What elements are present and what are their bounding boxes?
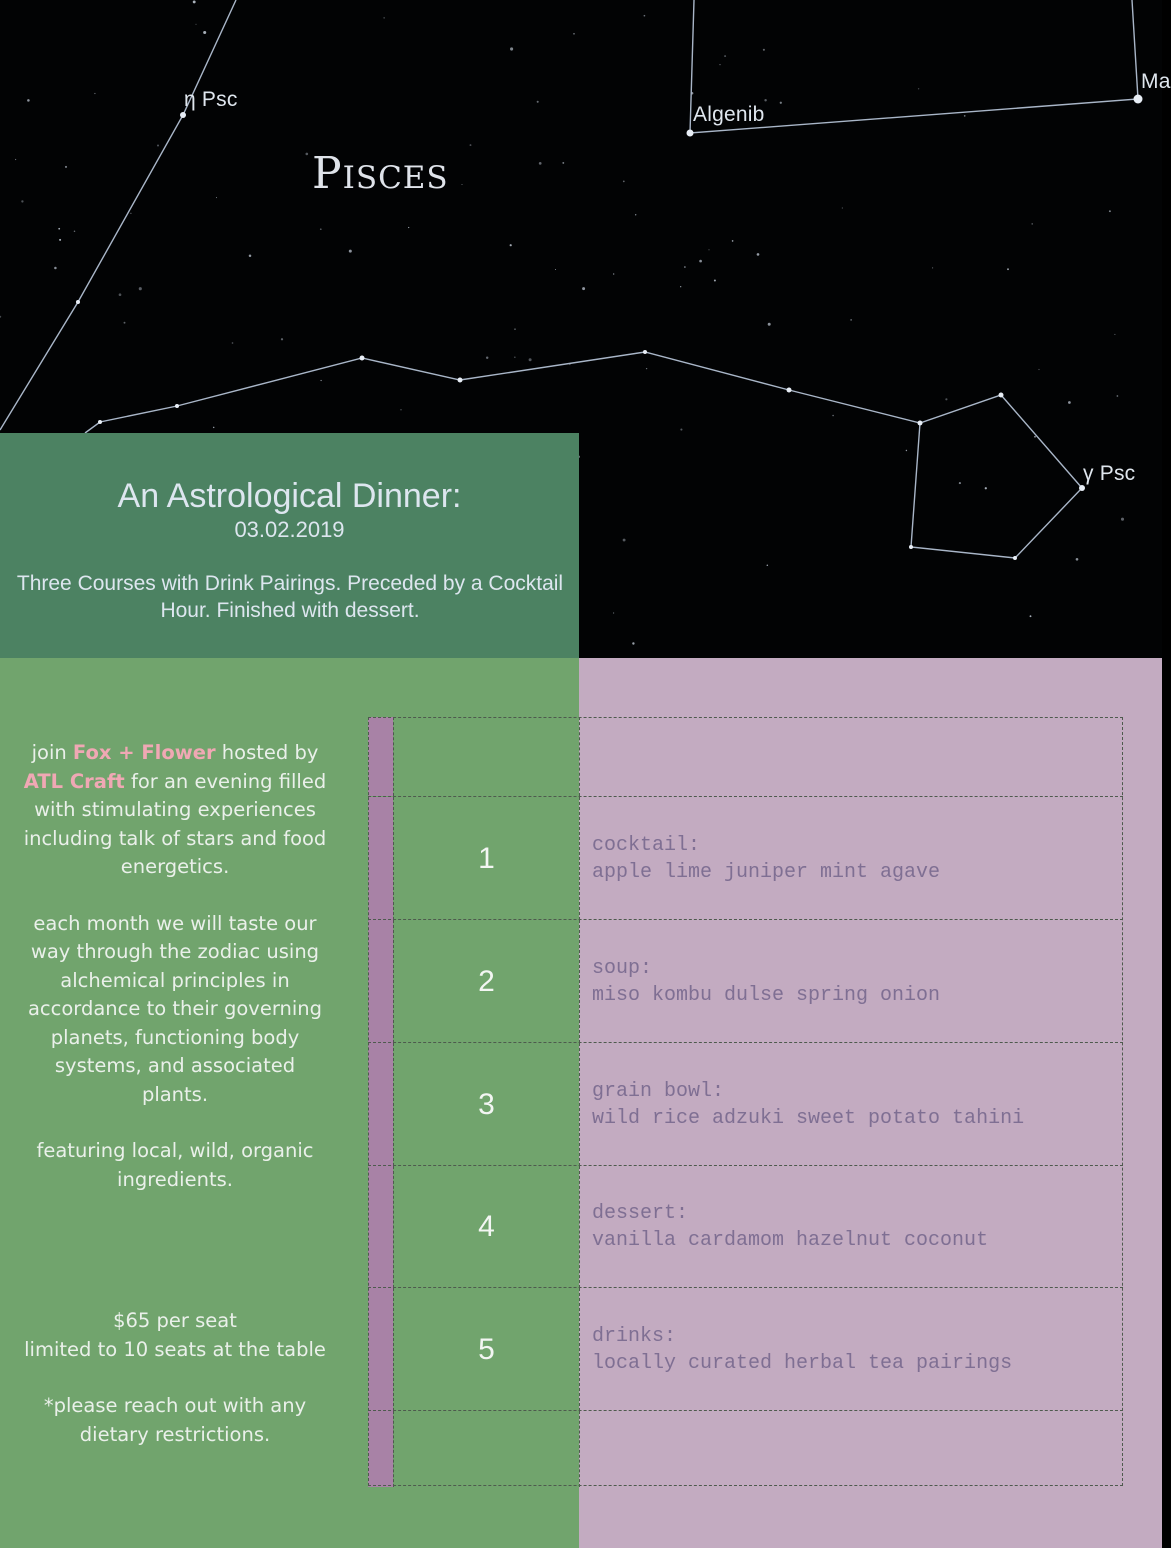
background-star: [0, 316, 1, 318]
background-star: [623, 181, 625, 183]
course-ingredients: locally curated herbal tea pairings: [592, 1351, 1013, 1375]
background-star: [573, 33, 575, 35]
course-cell: [580, 1166, 1123, 1288]
background-star: [768, 323, 771, 326]
background-star: [680, 429, 682, 431]
star-e: [918, 421, 923, 426]
course-type: dessert:: [592, 1202, 689, 1225]
background-star: [320, 228, 322, 230]
star-k: [76, 300, 80, 304]
background-star: [305, 153, 308, 156]
star-ma: [1134, 95, 1143, 104]
star-i: [175, 404, 179, 408]
table-row: [368, 796, 1123, 920]
host-name: Fox + Flower: [72, 741, 216, 764]
star-eta-psc: [180, 112, 186, 118]
background-star: [232, 342, 234, 344]
background-star: [539, 162, 542, 165]
background-star: [764, 99, 766, 101]
course-number: 2: [393, 920, 580, 1043]
background-star: [562, 162, 564, 164]
background-star: [21, 200, 23, 202]
star-g: [1013, 556, 1017, 560]
background-star: [780, 102, 782, 104]
background-star: [680, 286, 681, 287]
background-star: [613, 273, 614, 274]
star-label-gamma-psc: γ Psc: [1083, 462, 1136, 485]
background-star: [400, 409, 401, 410]
course-ingredients: wild rice adzuki sweet potato tahini: [592, 1106, 1025, 1130]
background-star: [906, 450, 907, 451]
star-j: [98, 420, 102, 424]
table-row: [368, 1165, 1123, 1288]
background-star: [1031, 223, 1033, 225]
background-star: [1109, 210, 1111, 212]
background-star: [119, 293, 122, 296]
star-algenib: [687, 130, 694, 137]
background-star: [349, 250, 352, 253]
background-star: [724, 55, 726, 57]
background-star: [529, 358, 532, 361]
zodiac-paragraph: each month we will taste our way through the zodiac using alchemical principles in accordance to their governing planets, functioning body systems, and associated plants.: [27, 911, 323, 1106]
background-star: [195, 24, 196, 25]
row-accent: [368, 717, 393, 796]
background-star: [644, 15, 646, 17]
course-type: grain bowl:: [592, 1079, 725, 1103]
background-star: [1034, 436, 1036, 438]
background-star: [623, 539, 626, 542]
course-cell: [580, 1411, 1123, 1487]
background-star: [719, 64, 720, 65]
background-star: [842, 207, 843, 208]
background-star: [635, 214, 636, 215]
course-number: [393, 717, 580, 796]
background-star: [15, 159, 16, 160]
background-star: [157, 145, 159, 147]
background-star: [714, 279, 716, 281]
star-a: [360, 356, 365, 361]
background-star: [203, 31, 206, 34]
background-star: [1030, 615, 1032, 617]
background-star: [58, 228, 60, 230]
table-row: [368, 1042, 1123, 1166]
background-star: [510, 244, 512, 246]
star-label-eta-psc: η Psc: [184, 88, 238, 111]
row-accent: [368, 797, 393, 920]
row-accent: [368, 1411, 393, 1487]
background-star: [510, 47, 513, 50]
star-b: [458, 378, 463, 383]
course-cell: [580, 717, 1123, 796]
background-star: [249, 255, 252, 257]
background-star: [932, 267, 933, 268]
row-accent: [368, 1043, 393, 1166]
course-number: 1: [393, 797, 580, 920]
table-row-blank-top: [368, 717, 1123, 796]
seat-limit: limited to 10 seats at the table: [24, 1337, 326, 1361]
background-star: [699, 260, 702, 263]
course-number: [393, 1411, 580, 1487]
ingredients-paragraph: featuring local, wild, organic ingredients.: [36, 1139, 314, 1191]
event-date: 03.02.2019: [234, 517, 345, 542]
background-star: [462, 184, 463, 185]
background-star: [193, 0, 196, 3]
background-star: [757, 253, 760, 256]
background-star: [1121, 518, 1124, 521]
background-star: [94, 93, 95, 94]
dietary-note: *please reach out with any dietary restrictions.: [43, 1394, 307, 1446]
star-label-algenib: Algenib: [693, 103, 765, 126]
background-star: [27, 99, 30, 102]
intro-middle: hosted by: [215, 741, 319, 764]
event-title: An Astrological Dinner:: [117, 477, 462, 515]
background-star: [1007, 268, 1009, 270]
course-ingredients: miso kombu dulse spring onion: [592, 983, 941, 1007]
background-star: [646, 368, 647, 369]
event-header: [0, 433, 579, 658]
background-star: [1076, 558, 1079, 561]
star-d: [787, 388, 792, 393]
event-description: Three Courses with Drink Pairings. Preceded by a Cocktail Hour. Finished with dessert.: [16, 572, 564, 622]
background-star: [384, 17, 385, 18]
background-star: [1114, 334, 1115, 335]
course-cell: [580, 1043, 1123, 1166]
course-type: drinks:: [592, 1324, 677, 1348]
background-star: [320, 380, 321, 381]
background-star: [470, 144, 472, 146]
background-star: [54, 267, 57, 270]
price: $65 per seat: [113, 1309, 237, 1332]
background-star: [1038, 369, 1039, 370]
course-number: 3: [393, 1043, 580, 1166]
pricing-info: [20, 1307, 330, 1449]
background-star: [281, 338, 283, 340]
background-star: [763, 49, 765, 51]
background-star: [408, 227, 409, 228]
course-cell: [580, 1288, 1123, 1411]
background-star: [850, 319, 852, 321]
course-cell: [580, 920, 1123, 1043]
background-star: [732, 240, 734, 242]
event-info: [20, 739, 330, 1194]
background-star: [139, 287, 142, 290]
background-star: [613, 612, 614, 613]
star-f: [999, 393, 1004, 398]
course-ingredients: vanilla cardamom hazelnut coconut: [592, 1229, 989, 1252]
course-number: 4: [393, 1166, 580, 1288]
course-type: soup:: [592, 956, 653, 980]
row-accent: [368, 1166, 393, 1288]
background-star: [632, 642, 634, 644]
background-star: [514, 329, 515, 330]
background-star: [985, 487, 987, 489]
background-star: [59, 239, 61, 241]
background-star: [708, 249, 709, 250]
background-star: [964, 115, 966, 117]
course-number: 5: [393, 1288, 580, 1411]
star-c: [643, 350, 647, 354]
partner-name: ATL Craft: [23, 769, 125, 793]
background-star: [555, 269, 556, 270]
background-star: [216, 197, 217, 198]
background-star: [1117, 395, 1119, 397]
background-star: [918, 88, 919, 89]
background-star: [945, 398, 947, 400]
intro-suffix: for an evening filled with stimulating experiences including talk of stars and food energetics.: [23, 769, 327, 878]
menu-table: [368, 717, 1123, 1486]
intro-prefix: join: [31, 741, 73, 764]
background-star: [832, 415, 834, 417]
intro-paragraph: [20, 739, 330, 882]
background-star: [74, 230, 76, 232]
row-accent: [368, 1288, 393, 1411]
background-star: [514, 357, 515, 358]
line-north-fish: [0, 0, 236, 430]
background-star: [959, 482, 961, 484]
course-ingredients: apple lime juniper mint agave: [592, 860, 941, 884]
course-type: cocktail:: [592, 833, 701, 857]
background-star: [582, 287, 585, 290]
table-row-blank-bottom: [368, 1410, 1123, 1487]
row-accent: [368, 920, 393, 1043]
background-star: [213, 427, 215, 429]
background-star: [486, 356, 488, 358]
background-star: [767, 564, 769, 566]
course-cell: [580, 797, 1123, 920]
background-star: [1068, 401, 1071, 404]
background-star: [684, 266, 686, 268]
table-row: [368, 919, 1123, 1043]
constellation-title: Pisces: [312, 148, 449, 199]
star-h: [909, 545, 913, 549]
star-label-ma: Ma: [1141, 70, 1171, 93]
table-row: [368, 1287, 1123, 1411]
background-star: [65, 166, 67, 168]
background-star: [124, 322, 126, 324]
background-star: [537, 101, 539, 103]
background-star: [130, 213, 131, 214]
